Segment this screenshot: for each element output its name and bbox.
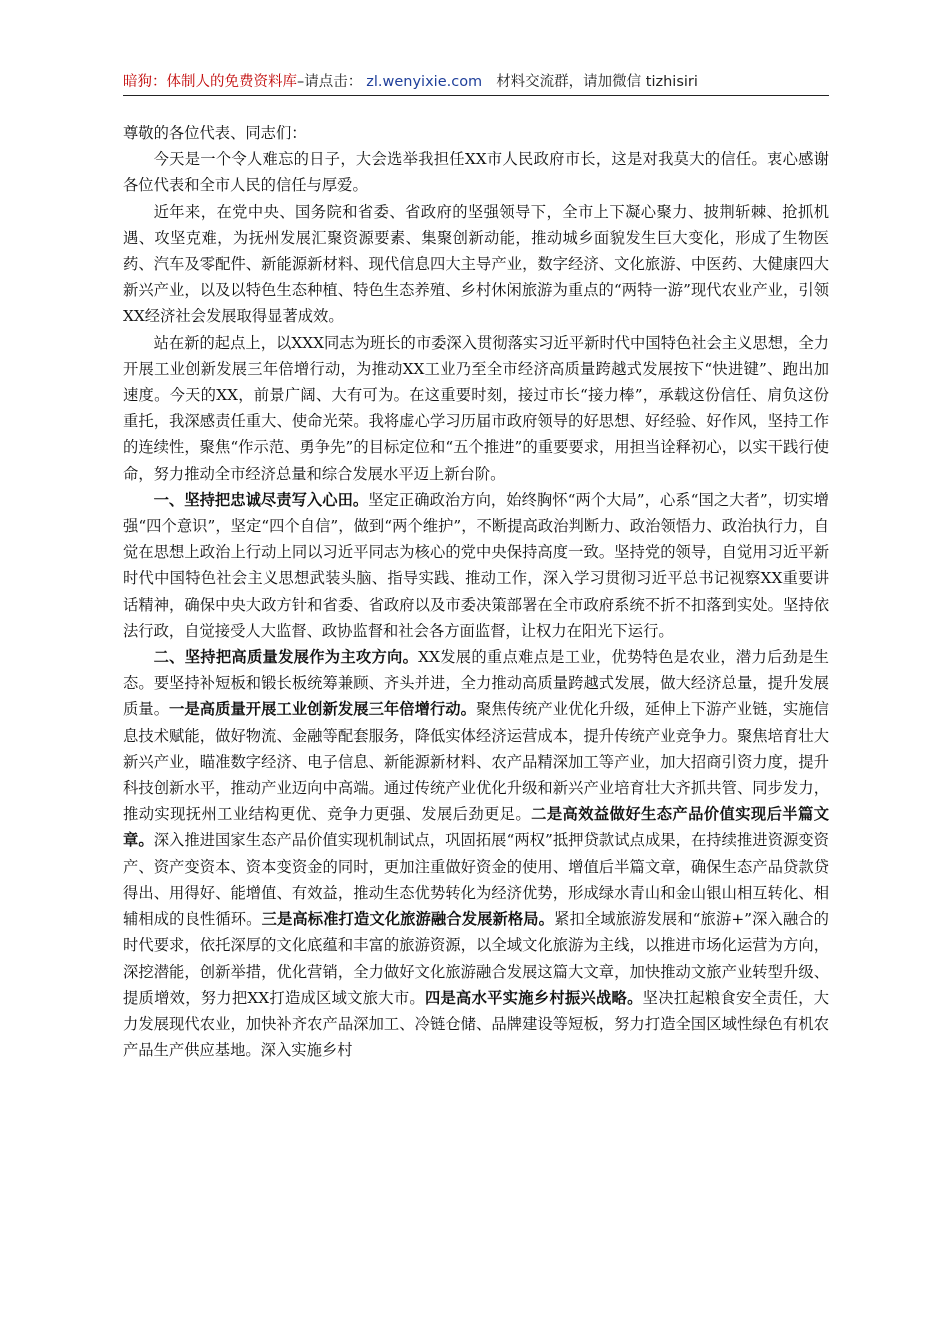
- paragraph-2: 近年来，在党中央、国务院和省委、省政府的坚强领导下，全市上下凝心聚力、披荆斩棘、抢抓机遇、攻坚克难，为抚州发展汇聚资源要素、集聚创新动能，推动城乡面貌发生巨大变化，形成了生物医药、汽车及零配件、新能源新材料、现代信息四大主导产业，数字经济、文化旅游、中医药、大健康四大新兴产业，以及以特色生态种植、特色生态养殖、乡村休闲旅游为重点的“两特一游”现代农业产业，引领XX经济社会发展取得显著成效。: [123, 202, 829, 326]
- header-contact: 材料交流群，请加微信 tizhisiri: [496, 74, 698, 90]
- header-brand: 暗狗：体制人的免费资料库: [123, 74, 297, 90]
- point-2-text: 深入推进国家生态产品价值实现机制试点，巩固拓展“两权”抵押贷款试点成果，在持续推进资源变资产、资产变资本、资本变资金的同时，更加注重做好资金的使用、增值后半篇文章，确保生态产品贷款贷得出、用得好、能增值、有效益，推动生态优势转化为经济优势，形成绿水青山和金山银山相互转化、相辅相成的良性循环。: [123, 831, 829, 929]
- page-header: [123, 70, 828, 96]
- point-3-heading: 三是高标准打造文化旅游融合发展新格局。: [261, 910, 555, 929]
- paragraph-1: 今天是一个令人难忘的日子，大会选举我担任XX市人民政府市长，这是对我莫大的信任。衷心感谢各位代表和全市人民的信任与厚爱。: [123, 150, 829, 195]
- point-4-text: 坚决扛起粮食安全责任，大力发展现代农业，加快补齐农产品深加工、冷链仓储、品牌建设等短板，努力打造全国区域性绿色有机农产品生产供应基地。深入实施乡村: [123, 988, 829, 1060]
- paragraph-3: 站在新的起点上，以XXX同志为班长的市委深入贯彻落实习近平新时代中国特色社会主义思想，全力开展工业创新发展三年倍增行动，为推动XX工业乃至全市经济高质量跨越式发展按下“快进键”、跑出加速度。今天的XX，前景广阔、大有可为。在这重要时刻，接过市长“接力棒”，承载这份信任、肩负这份重托，我深感责任重大、使命光荣。我将虚心学习历届市政府领导的好思想、好经验、好作风，坚持工作的连续性，聚焦“作示范、勇争先”的目标定位和“五个推进”的重要要求，用担当诠释初心，以实干践行使命，努力推动全市经济总量和综合发展水平迈上新台阶。: [123, 333, 829, 483]
- section-2-heading: 二、坚持把高质量发展作为主攻方向。: [153, 648, 419, 667]
- point-2-heading: 二是高效益做好生态产品价值实现后半篇文章。: [123, 805, 829, 850]
- header-divider: [123, 95, 829, 96]
- point-3-text: 紧扣全域旅游发展和“旅游+”深入融合的时代要求，依托深厚的文化底蕴和丰富的旅游资源，以全域文化旅游为主线，以推进市场化运营为方向，深挖潜能，创新举措，优化营销，全力做好文化旅游融合发展这篇大文章，加快推动文旅产业转型升级、提质增效，努力把XX打造成区域文旅大市。: [123, 910, 829, 1007]
- point-4-heading: 四是高水平实施乡村振兴战略。: [424, 988, 643, 1007]
- paragraph-5: [123, 644, 829, 1063]
- section-1-heading: 一、坚持把忠诚尽责写入心田。: [153, 490, 369, 509]
- header-url-link[interactable]: zl.wenyixie.com: [366, 74, 483, 90]
- section-2-intro: XX发展的重点难点是工业，优势特色是农业，潜力后劲是生态。要坚持补短板和锻长板统筹兼顾、齐头并进，全力推动高质量跨越式发展，做大经济总量，提升发展质量。: [123, 648, 829, 719]
- point-1-text: 聚焦传统产业优化升级，延伸上下游产业链，实施信息技术赋能，做好物流、金融等配套服务，降低实体经济运营成本，提升传统产业竞争力。聚焦培育壮大新兴产业，瞄准数字经济、电子信息、新能源新材料、农产品精深加工等产业，加大招商引资力度，提升科技创新水平，推动产业迈向中高端。通过传统产业优化升级和新兴产业培育壮大齐抓共管、同步发力，推动实现抚州工业结构更优、竞争力更强、发展后劲更足。: [123, 700, 829, 824]
- section-1-text: 坚定正确政治方向，始终胸怀“两个大局”，心系“国之大者”，切实增强“四个意识”，坚定“四个自信”，做到“两个维护”，不断提高政治判断力、政治领悟力、政治执行力，自觉在思想上政治上行动上同以习近平同志为核心的党中央保持高度一致。坚持党的领导，自觉用习近平新时代中国特色社会主义思想武装头脑、指导实践、推动工作，深入学习贯彻习近平总书记视察XX重要讲话精神，确保中央大政方针和省委、省政府以及市委决策部署在全市政府系统不折不扣落到实处。坚持依法行政，自觉接受人大监督、政协监督和社会各方面监督，让权力在阳光下运行。: [123, 490, 829, 640]
- header-click-prefix: –请点击：: [297, 74, 363, 90]
- salutation: 尊敬的各位代表、同志们：: [123, 124, 307, 142]
- document-body: [123, 120, 829, 1063]
- paragraph-4: [123, 487, 829, 644]
- point-1-heading: 一是高质量开展工业创新发展三年倍增行动。: [169, 700, 477, 719]
